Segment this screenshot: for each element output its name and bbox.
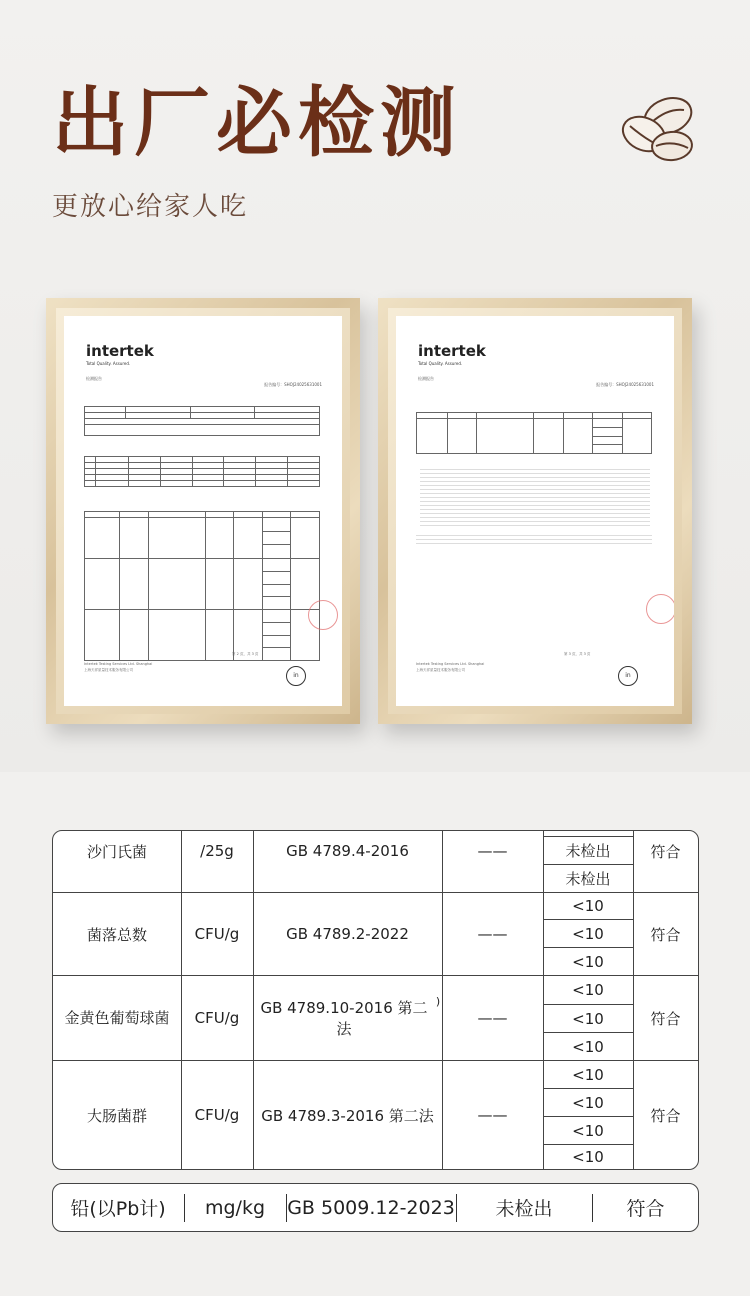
report-address-en: Intertek Testing Services Ltd. Shanghai <box>416 662 485 666</box>
report-info-table <box>84 406 320 436</box>
report-notes <box>420 466 650 526</box>
report-address-cn: 上海天祥质量技术服务有限公司 <box>84 668 133 672</box>
micro-result: <10 <box>572 981 604 999</box>
report-address-cn: 上海天祥质量技术服务有限公司 <box>416 668 465 672</box>
report-heading: 检测报告 <box>418 376 434 381</box>
report-number: 报告编号：SHOJ24025631001 <box>264 382 322 387</box>
intertek-logo: intertek <box>86 342 154 360</box>
micro-result: <10 <box>572 924 604 943</box>
red-stamp <box>646 594 674 624</box>
micro-verdict: 符合 <box>650 1106 681 1125</box>
certificate-frame-right <box>378 298 692 724</box>
certificate-frame-left <box>46 298 360 724</box>
micro-results-table <box>52 830 699 1170</box>
logo-tagline: Total Quality. Assured. <box>86 361 131 366</box>
report-number: 报告编号：SHOJ24025631001 <box>596 382 654 387</box>
micro-verdict: 符合 <box>650 1009 681 1028</box>
lead-method: GB 5009.12-2023 <box>287 1196 455 1219</box>
hero-title: 出厂必检测 <box>52 78 462 167</box>
micro-result: 未检出 <box>565 870 611 888</box>
report-heading: 检测报告 <box>86 376 102 381</box>
micro-item: 金黄色葡萄球菌 <box>64 1009 170 1027</box>
micro-unit: CFU/g <box>194 1106 240 1124</box>
test-report-page-3 <box>396 316 674 706</box>
lead-verdict: 符合 <box>626 1198 665 1220</box>
micro-verdict: 符合 <box>650 925 681 944</box>
micro-result: <10 <box>572 1148 604 1166</box>
micro-unit: CFU/g <box>194 925 240 943</box>
report-coliform-table <box>416 412 652 454</box>
micro-method: GB 4789.10-2016 第二法 <box>260 999 428 1038</box>
micro-limit: —— <box>477 925 508 943</box>
in-seal-icon: in <box>286 666 306 686</box>
lead-item: 铅(以Pb计) <box>70 1198 166 1220</box>
micro-method: GB 4789.3-2016 第二法 <box>261 1106 434 1125</box>
report-page-number: 第 3 页，共 3 页 <box>564 652 591 656</box>
report-disclaimer <box>416 532 652 546</box>
micro-result: 未检出 <box>565 842 611 860</box>
report-chem-table <box>84 456 320 487</box>
micro-result: <10 <box>572 897 604 915</box>
micro-item: 沙门氏菌 <box>86 842 147 861</box>
micro-limit: —— <box>477 1106 508 1124</box>
hero-subtitle: 更放心给家人吃 <box>52 192 249 222</box>
report-address-en: Intertek Testing Services Ltd. Shanghai <box>84 662 153 666</box>
micro-result: <10 <box>572 1121 604 1140</box>
report-micro-table <box>84 511 320 661</box>
coffee-beans-icon <box>612 86 702 168</box>
micro-method: GB 4789.2-2022 <box>286 925 409 943</box>
micro-limit: —— <box>477 1009 508 1027</box>
micro-verdict: 符合 <box>650 842 681 861</box>
report-page-number: 第 2 页，共 3 页 <box>232 652 259 656</box>
lead-result: 未检出 <box>495 1198 553 1220</box>
micro-result: <10 <box>572 952 604 971</box>
micro-result: <10 <box>572 1009 604 1028</box>
method-footnote-mark: ) <box>435 994 441 1008</box>
micro-limit: —— <box>477 842 508 860</box>
micro-item: 大肠菌群 <box>86 1106 147 1125</box>
lead-results-table <box>52 1183 699 1232</box>
in-seal-icon: in <box>618 666 638 686</box>
red-stamp <box>308 600 338 630</box>
test-report-page-2 <box>64 316 342 706</box>
micro-result: <10 <box>572 1065 604 1084</box>
micro-unit: CFU/g <box>194 1009 240 1027</box>
lead-unit: mg/kg <box>204 1196 266 1219</box>
micro-item: 菌落总数 <box>86 925 147 944</box>
micro-result: <10 <box>572 1093 604 1112</box>
micro-method: GB 4789.4-2016 <box>286 842 409 860</box>
micro-result: <10 <box>572 1037 604 1056</box>
logo-tagline: Total Quality. Assured. <box>418 361 463 366</box>
intertek-logo: intertek <box>418 342 486 360</box>
micro-unit: /25g <box>200 842 234 860</box>
